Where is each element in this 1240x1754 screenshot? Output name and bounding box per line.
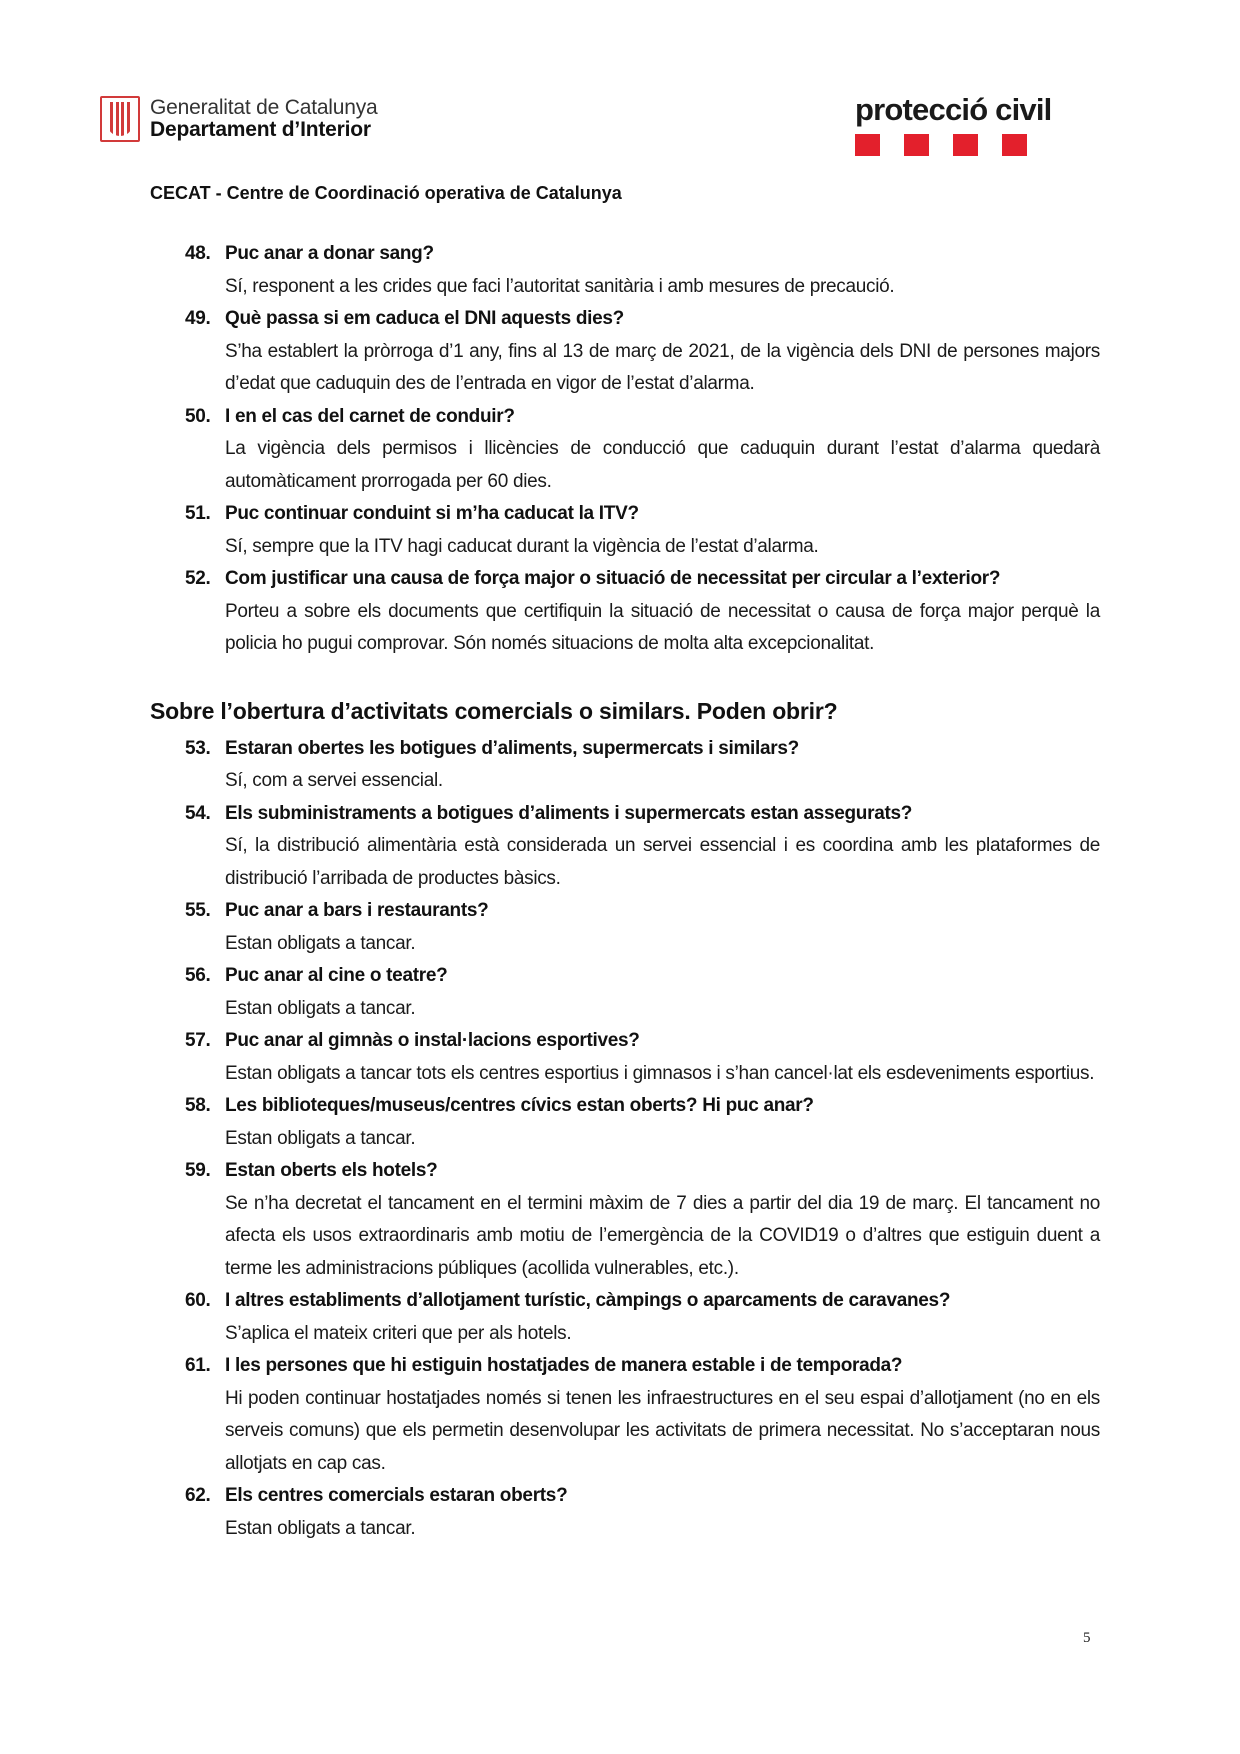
page-number: 5 (1083, 1630, 1091, 1646)
question-number: 59. (185, 1160, 211, 1181)
faq-item (185, 1155, 1100, 1285)
faq-answer: Porteu a sobre els documents que certifiquin la situació de necessitat o causa de força major perquè la policia ho pugui comprovar. Són només situacions de molta alta excepcionalitat. (225, 600, 1100, 654)
faq-item (185, 960, 1100, 1025)
question-number: 56. (185, 965, 211, 986)
faq-answer: Estan obligats a tancar. (225, 932, 416, 954)
faq-item (185, 498, 1100, 563)
question-text: Les biblioteques/museus/centres cívics estan oberts? Hi puc anar? (225, 1095, 814, 1116)
faq-item (185, 401, 1100, 499)
faq-answer: Estan obligats a tancar tots els centres esportius i gimnasos i s’han cancel·lat els esdeveniments esportius. (225, 1062, 1095, 1084)
question-number: 52. (185, 568, 211, 589)
question-text: Què passa si em caduca el DNI aquests dies? (225, 308, 624, 329)
faq-answer: Hi poden continuar hostatjades només si tenen les infraestructures en el seu espai d’allotjament (no en els serveis comuns) que els permetin desenvolupar les activitats de primera necessitat. No s’acceptaran nous allotjats en cap cas. (225, 1387, 1100, 1474)
faq-question (185, 1285, 1100, 1318)
faq-item (185, 895, 1100, 960)
faq-answer: Sí, sempre que la ITV hagi caducat durant la vigència de l’estat d’alarma. (225, 535, 819, 557)
faq-item (185, 303, 1100, 401)
faq-answer: Se n’ha decretat el tancament en el termini màxim de 7 dies a partir del dia 19 de març. El tancament no afecta els usos extraordinaris amb motiu de l’emergència de la COVID19 o d’altres que estiguin duent a terme les administracions públiques (acollida vulnerables, etc.). (225, 1192, 1100, 1279)
faq-question (185, 401, 1100, 434)
question-number: 49. (185, 308, 211, 329)
red-squares-icon (855, 134, 1051, 156)
question-text: I altres establiments d’allotjament turístic, càmpings o aparcaments de caravanes? (225, 1290, 951, 1311)
faq-item (185, 563, 1100, 661)
faq-question (185, 238, 1100, 271)
faq-question (185, 1350, 1100, 1383)
question-number: 61. (185, 1355, 211, 1376)
question-text: Estan oberts els hotels? (225, 1160, 438, 1181)
faq-item (185, 238, 1100, 303)
question-number: 62. (185, 1485, 211, 1506)
faq-question (185, 798, 1100, 831)
faq-answer: Estan obligats a tancar. (225, 997, 416, 1019)
question-number: 48. (185, 243, 211, 264)
question-text: Puc continuar conduint si m’ha caducat la ITV? (225, 503, 639, 524)
question-number: 53. (185, 737, 211, 759)
question-text: Puc anar a donar sang? (225, 243, 434, 264)
question-text: Puc anar al cine o teatre? (225, 965, 448, 986)
question-number: 58. (185, 1095, 211, 1116)
faq-item (185, 798, 1100, 896)
question-text: Els centres comercials estaran oberts? (225, 1485, 568, 1506)
faq-answer: Estan obligats a tancar. (225, 1517, 416, 1539)
question-text: Com justificar una causa de força major o situació de necessitat per circular a l’exterior? (225, 568, 1001, 589)
question-number: 55. (185, 900, 211, 921)
faq-item (185, 1025, 1100, 1090)
faq-question (185, 303, 1100, 336)
faq-question (185, 1090, 1100, 1123)
faq-question (185, 895, 1100, 928)
faq-answer: Estan obligats a tancar. (225, 1127, 416, 1149)
faq-question (185, 498, 1100, 531)
question-number: 57. (185, 1030, 211, 1051)
question-number: 54. (185, 802, 211, 824)
question-text: Puc anar a bars i restaurants? (225, 900, 489, 921)
section-heading: Sobre l’obertura d’activitats comercials o similars. Poden obrir? (150, 697, 838, 724)
question-number: 51. (185, 503, 211, 524)
generalitat-logo (100, 96, 378, 142)
faq-question (185, 960, 1100, 993)
faq-item (185, 1090, 1100, 1155)
faq-question (185, 563, 1100, 596)
faq-item (185, 1350, 1100, 1480)
faq-answer: Sí, responent a les crides que faci l’autoritat sanitària i amb mesures de precaució. (225, 275, 895, 297)
question-text: Els subministraments a botigues d’aliments i supermercats estan assegurats? (225, 802, 913, 824)
organization-title: CECAT - Centre de Coordinació operativa de Catalunya (150, 183, 622, 203)
faq-block-2 (185, 733, 1100, 1546)
faq-answer: Sí, com a servei essencial. (225, 770, 443, 791)
question-number: 50. (185, 405, 211, 427)
question-text: Estaran obertes les botigues d’aliments, supermercats i similars? (225, 737, 799, 759)
catalan-crest-icon (100, 96, 140, 142)
question-number: 60. (185, 1290, 211, 1311)
faq-answer: S’aplica el mateix criteri que per als hotels. (225, 1322, 572, 1344)
faq-question (185, 1025, 1100, 1058)
proteccio-civil-title: protecció civil (855, 92, 1052, 127)
gov-name: Generalitat de Catalunya (150, 95, 378, 119)
faq-question (185, 733, 1100, 766)
faq-item (185, 1285, 1100, 1350)
department-name: Departament d’Interior (150, 118, 371, 141)
faq-question (185, 1480, 1100, 1513)
faq-block-1 (185, 238, 1100, 661)
faq-content (150, 238, 1100, 1545)
faq-answer: S’ha establert la pròrroga d’1 any, fins al 13 de març de 2021, de la vigència dels DNI de persones majors d’edat que caduquin des de l’entrada en vigor de l’estat d’alarma. (225, 340, 1100, 394)
faq-item (185, 733, 1100, 798)
faq-answer: La vigència dels permisos i llicències de conducció que caduquin durant l’estat d’alarma quedarà automàticament prorrogada per 60 dies. (225, 438, 1100, 492)
question-text: I en el cas del carnet de conduir? (225, 405, 515, 427)
proteccio-civil-logo (855, 94, 1051, 156)
faq-item (185, 1480, 1100, 1545)
question-text: Puc anar al gimnàs o instal·lacions esportives? (225, 1030, 640, 1051)
faq-question (185, 1155, 1100, 1188)
faq-answer: Sí, la distribució alimentària està considerada un servei essencial i es coordina amb les plataformes de distribució l’arribada de productes bàsics. (225, 835, 1100, 889)
question-text: I les persones que hi estiguin hostatjades de manera estable i de temporada? (225, 1355, 903, 1376)
